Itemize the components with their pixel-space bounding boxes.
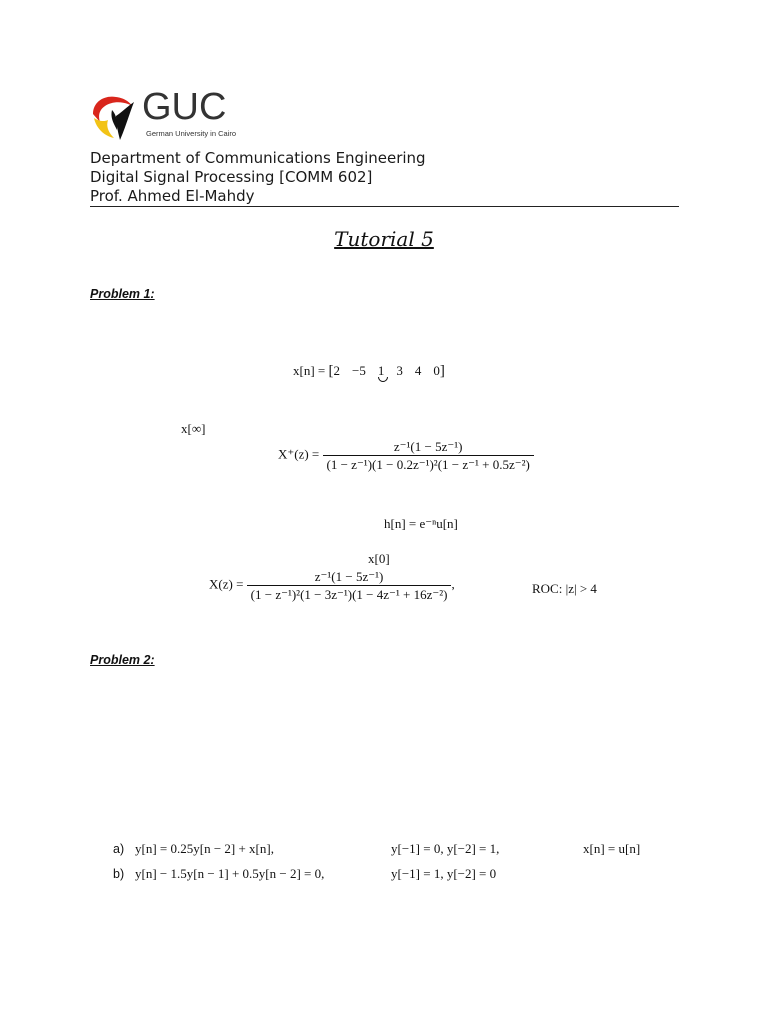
- sequence-equation: x[n] = [2 −5 1 3 4 0]: [293, 363, 445, 379]
- seq-value: 3: [396, 363, 403, 378]
- seq-value: 2: [333, 363, 340, 378]
- logo-subtitle: German University in Cairo: [146, 129, 237, 138]
- xplus-denominator: (1 − z⁻¹)(1 − 0.2z⁻¹)²(1 − z⁻¹ + 0.5z⁻²): [323, 455, 534, 471]
- problem1-heading: Problem 1:: [90, 287, 155, 301]
- item-label: a): [113, 842, 125, 856]
- department-name: Department of Communications Engineering: [90, 149, 426, 167]
- item-a-equation: y[n] = 0.25y[n − 2] + x[n],: [135, 841, 274, 856]
- impulse-response: h[n] = e⁻ⁿu[n]: [384, 516, 458, 531]
- xplus-equation: [278, 440, 534, 471]
- xz-numerator: z⁻¹(1 − 5z⁻¹): [314, 569, 384, 584]
- xz-equation: [209, 570, 455, 601]
- page-title: Tutorial 5: [334, 227, 434, 251]
- seq-value: 0: [433, 363, 440, 378]
- xplus-numerator: z⁻¹(1 − 5z⁻¹): [393, 439, 463, 454]
- sequence-lhs: x[n] =: [293, 363, 329, 378]
- seq-value: −5: [352, 363, 366, 378]
- xz-comma: ,: [451, 576, 455, 592]
- seq-value: 4: [414, 363, 422, 378]
- xz-denominator: (1 − z⁻¹)²(1 − 3z⁻¹)(1 − 4z⁻¹ + 16z⁻²): [247, 585, 452, 601]
- xz-lhs: X(z) =: [209, 576, 247, 592]
- header-rule: [90, 206, 679, 207]
- logo-text: GUC: [142, 86, 227, 128]
- x-infinity: x[∞]: [181, 421, 206, 436]
- guc-logo: [90, 86, 250, 144]
- item-a-input: x[n] = u[n]: [583, 841, 641, 856]
- problem2-heading: Problem 2:: [90, 653, 155, 667]
- course-name: Digital Signal Processing [COMM 602]: [90, 168, 373, 186]
- seq-value-origin: 1: [377, 363, 385, 378]
- item-label: b): [113, 867, 125, 881]
- guc-logo-mark-icon: [90, 92, 140, 144]
- item-b-equation: y[n] − 1.5y[n − 1] + 0.5y[n − 2] = 0,: [135, 866, 325, 881]
- x-zero: x[0]: [368, 551, 390, 566]
- roc: ROC: |z| > 4: [532, 581, 597, 596]
- professor-name: Prof. Ahmed El-Mahdy: [90, 187, 255, 205]
- xplus-lhs: X⁺(z) =: [278, 446, 323, 462]
- item-a-initial-conditions: y[−1] = 0, y[−2] = 1,: [391, 841, 500, 856]
- item-b-initial-conditions: y[−1] = 1, y[−2] = 0: [391, 866, 497, 881]
